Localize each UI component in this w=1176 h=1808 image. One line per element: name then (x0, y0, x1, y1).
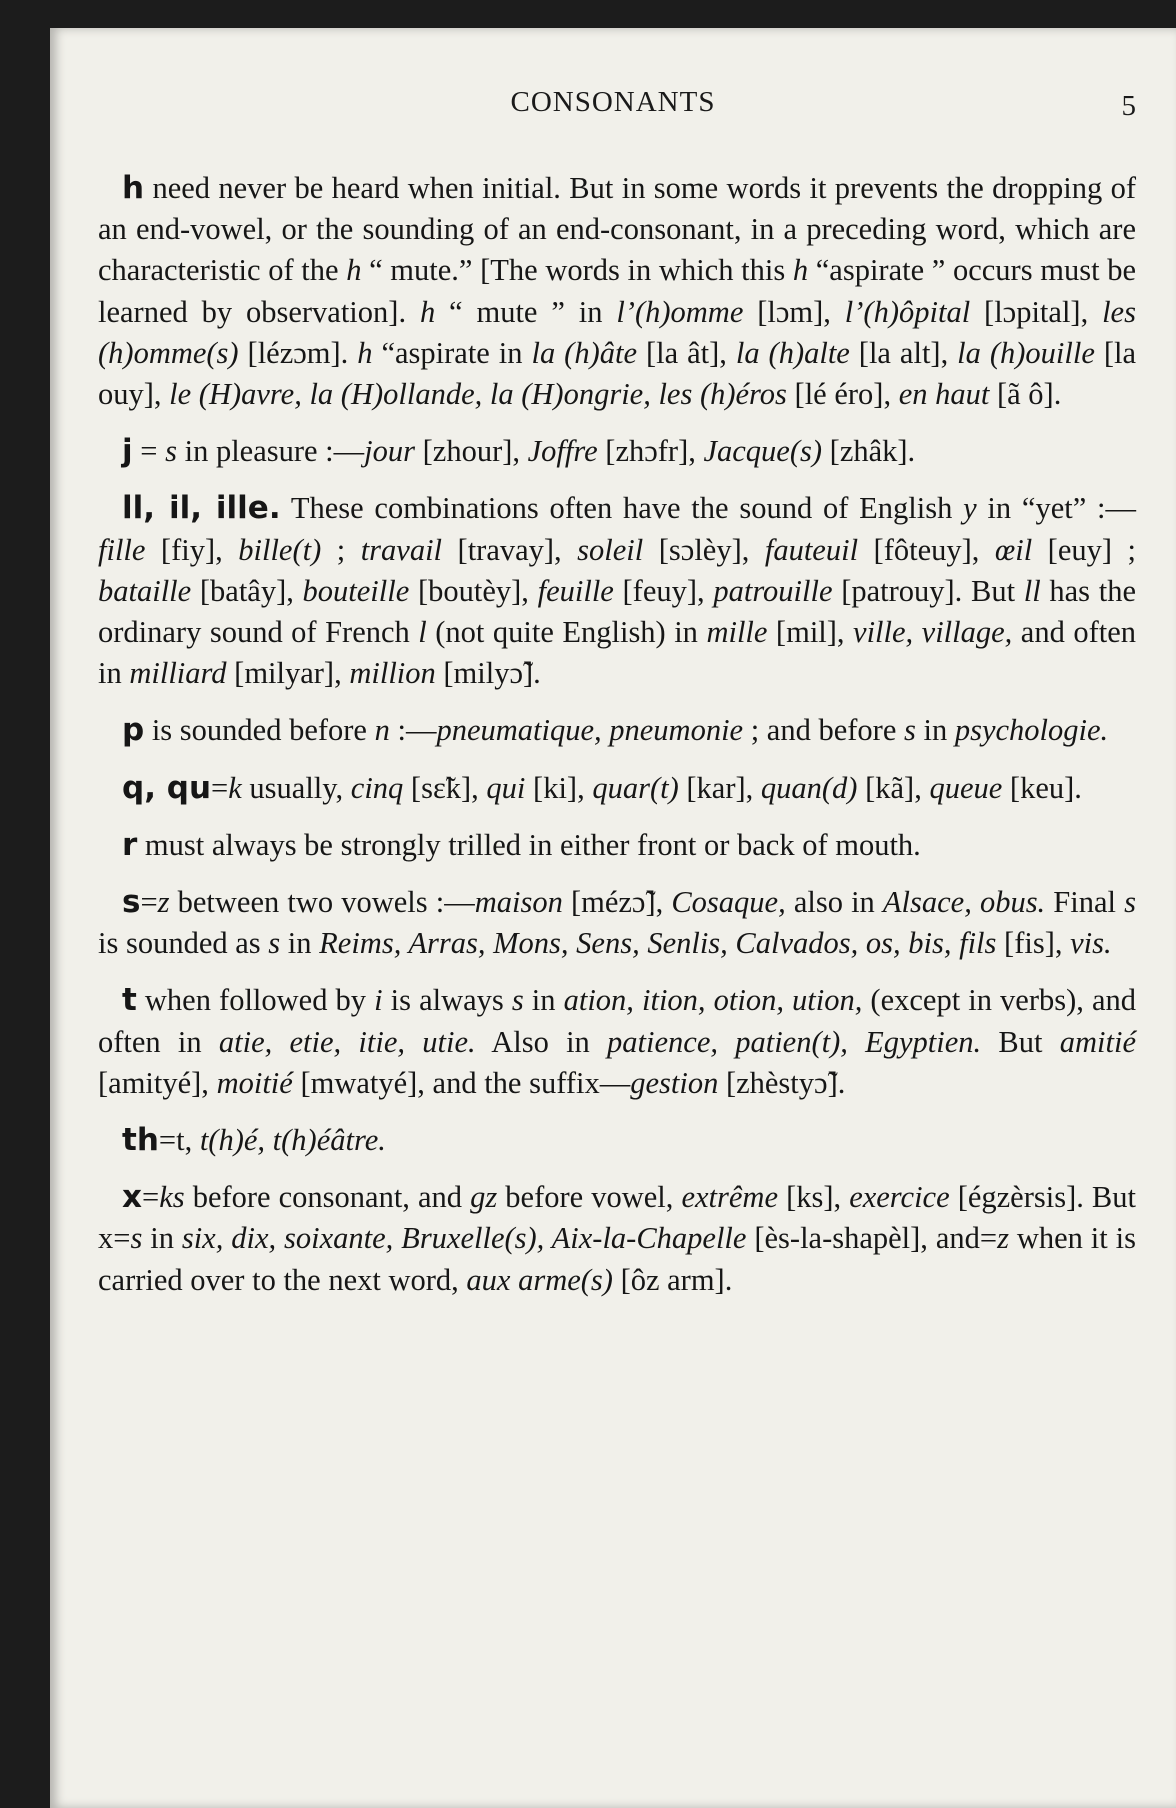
italic-term: s (165, 434, 177, 469)
italic-term: fille (98, 532, 146, 567)
text-run: “ mute ” in (435, 294, 617, 329)
book-page (50, 28, 1176, 1808)
text-run: [zhèstyɔ̃]. (718, 1065, 846, 1100)
italic-term: patience, patien(t), Egyptien. (607, 1024, 982, 1059)
text-run: need never be heard when initial. But in some words it prevents the dropping of an end-vowel, or the sounding of an end-consonant, in a preceding word, which are characteristic of the (98, 171, 1136, 288)
text-run: [fiy], (145, 532, 239, 567)
text-run: also in (785, 885, 883, 920)
text-run: Final (1045, 885, 1125, 920)
italic-term: cinq (350, 770, 404, 805)
text-run: Also in (475, 1024, 608, 1059)
text-run: ; (321, 532, 361, 567)
italic-term: bouteille (302, 573, 410, 608)
text-run: before consonant, and (184, 1180, 471, 1215)
text-run: [la alt], (849, 335, 958, 370)
italic-term: moitié (216, 1065, 293, 1100)
italic-term: jour (364, 434, 415, 469)
text-run: = (142, 1180, 160, 1215)
text-run: must always be strongly trilled in either front or back of mouth. (137, 827, 921, 862)
entry-head: ll, il, ille. (122, 490, 281, 527)
italic-term: mille (706, 615, 768, 650)
italic-term: l (418, 615, 427, 650)
italic-term: Alsace, obus. (882, 885, 1046, 920)
text-run: = (132, 434, 166, 469)
italic-term: t(h)é, t(h)éâtre. (199, 1123, 386, 1158)
italic-term: h (357, 335, 373, 370)
italic-term: quar(t) (592, 770, 679, 805)
italic-term: ation, ition, otion, ution, (563, 983, 863, 1018)
italic-term: psychologie. (954, 713, 1109, 748)
italic-term: six, dix, soixante, Bruxelle(s), Aix-la-Chapelle (181, 1221, 747, 1256)
entry-text (144, 713, 1108, 747)
italic-term: milliard (129, 656, 227, 691)
text-run: [ès-la-shapèl], and= (746, 1221, 998, 1256)
text-run: [kar], (678, 770, 761, 805)
entry-j (98, 431, 1136, 472)
entry-text (211, 771, 1082, 805)
italic-term: h (346, 253, 362, 288)
entry-text (98, 1180, 1136, 1296)
italic-term: bille(t) (238, 532, 322, 567)
text-run: when it is carried over to the next word, (98, 1221, 1136, 1297)
italic-term: travail (360, 532, 443, 567)
text-run: [fis], (996, 926, 1071, 961)
italic-term: i (374, 983, 383, 1018)
text-run: in (523, 983, 564, 1018)
text-run: when followed by (136, 983, 375, 1018)
entry-h (98, 168, 1136, 415)
italic-term: amitié (1059, 1024, 1136, 1059)
text-run: [euy] ; (1032, 532, 1136, 567)
text-run: [zhour], (415, 434, 528, 469)
italic-term: h (792, 253, 809, 288)
text-run: [kã], (857, 770, 930, 805)
text-run: [feuy], (613, 573, 714, 608)
text-run: [la ouy], (98, 335, 1137, 412)
italic-term: exercice (849, 1180, 950, 1215)
italic-term: le (H)avre, la (H)ollande, la (H)ongrie, les (h)éros (169, 377, 787, 412)
text-run: before vowel, (497, 1180, 682, 1215)
text-run: These combinations often have the sound of English (280, 491, 964, 526)
italic-term: s (511, 983, 524, 1018)
text-run: “aspirate ” occurs must be learned by observation]. (98, 253, 1136, 329)
text-run: [sɛ̃k], (403, 770, 487, 805)
italic-term: s (903, 713, 916, 748)
text-run: “ mute.” [The words in which this (361, 253, 793, 288)
entry-r (98, 825, 1136, 866)
text-run: is sounded before (144, 713, 375, 748)
entry-text (98, 983, 1136, 1099)
italic-term: qui (486, 770, 526, 805)
text-run: ; and before (743, 713, 904, 748)
italic-term: gz (470, 1180, 498, 1215)
text-run: and often in (98, 615, 1136, 691)
italic-term: bataille (98, 573, 192, 608)
text-run: [lɔpital], (970, 294, 1103, 329)
entry-head: h (122, 170, 145, 206)
text-run: usually, (241, 770, 351, 805)
text-run: is always (382, 983, 512, 1018)
entry-head: p (122, 712, 145, 749)
italic-term: œil (994, 532, 1033, 567)
italic-term: maison (474, 885, 563, 920)
text-run: [amityé], (98, 1065, 217, 1100)
entry-x (98, 1177, 1136, 1301)
entry-head: q, qu (122, 769, 212, 806)
italic-term: ll (1023, 573, 1041, 608)
entry-head: t (122, 982, 137, 1019)
entry-q (98, 768, 1136, 809)
text-run: has the ordinary sound of French (98, 573, 1136, 650)
italic-term: Joffre (527, 434, 598, 469)
text-run: [batây], (191, 573, 303, 608)
entry-head: r (122, 826, 138, 863)
text-run: in (280, 926, 320, 961)
italic-term: y (963, 491, 977, 526)
italic-term: les (h)omme(s) (98, 294, 1136, 370)
italic-term: feuille (537, 573, 614, 608)
italic-term: s (1124, 885, 1136, 920)
text-run: [keu]. (1002, 770, 1082, 805)
text-run: [lé éro], (786, 377, 899, 412)
italic-term: quan(d) (760, 770, 858, 805)
page-number: 5 (1121, 90, 1136, 122)
text-run: in “yet” :— (976, 491, 1136, 526)
text-run: “aspirate in (372, 335, 532, 370)
text-run: [sɔlèy], (643, 532, 765, 567)
entry-text (137, 828, 921, 862)
italic-term: k (228, 770, 242, 805)
text-run: [ki], (525, 770, 593, 805)
italic-term: s (130, 1221, 143, 1256)
italic-term: z (997, 1221, 1009, 1256)
text-run: in pleasure :— (176, 434, 365, 469)
text-run: (not quite English) in (426, 615, 707, 650)
body-text (98, 168, 1136, 1317)
italic-term: Reims, Arras, Mons, Sens, Senlis, Calvados, os, bis, fils (319, 926, 997, 961)
italic-term: Jacque(s) (703, 434, 823, 469)
entry-head: s (122, 884, 141, 921)
entry-text (98, 885, 1136, 960)
entry-head: j (122, 433, 133, 470)
italic-term: la (h)ouille (957, 335, 1095, 370)
italic-term: z (157, 885, 170, 920)
italic-term: l’(h)ôpital (844, 294, 971, 329)
text-run: [lézɔm]. (238, 335, 358, 370)
text-run: [mwatyé], and the suffix— (292, 1065, 631, 1100)
italic-term: million (349, 656, 436, 691)
text-run: [travay], (442, 532, 578, 567)
text-run: :— (389, 713, 437, 748)
entry-text (133, 434, 916, 468)
entry-head: x (122, 1179, 142, 1216)
text-run: is sounded as (98, 926, 269, 961)
italic-term: fauteuil (764, 532, 859, 567)
text-run: in (915, 713, 955, 748)
text-run: = (211, 770, 229, 805)
entry-text (98, 171, 1136, 411)
italic-term: soleil (577, 532, 644, 567)
italic-term: patrouille (713, 573, 833, 608)
italic-term: aux arme(s) (466, 1262, 613, 1297)
running-head: CONSONANTS (510, 86, 716, 118)
italic-term: la (h)alte (735, 335, 850, 370)
entry-s (98, 882, 1136, 964)
italic-term: en haut (898, 377, 990, 412)
text-run: [mézɔ̃], (562, 885, 672, 920)
entry-th (98, 1120, 1136, 1161)
page-header (50, 86, 1176, 136)
entry-text (159, 1123, 386, 1157)
text-run: [lɔm], (743, 294, 845, 329)
text-run: =t, (158, 1123, 200, 1158)
italic-term: vis. (1070, 926, 1112, 961)
text-run: [mil], (767, 615, 854, 650)
entry-head: th (122, 1122, 159, 1159)
text-run: (except in verbs), and often in (98, 983, 1137, 1059)
text-run: [égzèrsis]. But x= (98, 1180, 1136, 1256)
text-run: [la ât], (637, 335, 736, 370)
text-run: [milyɔ̃]. (435, 656, 541, 691)
italic-term: n (374, 713, 390, 748)
italic-term: atie, etie, itie, utie. (218, 1024, 476, 1059)
italic-term: la (h)âte (531, 335, 638, 370)
entry-t (98, 980, 1136, 1104)
text-run: in (142, 1221, 182, 1256)
italic-term: gestion (630, 1065, 719, 1100)
italic-term: s (268, 926, 281, 961)
text-run: [patrouy]. But (832, 573, 1024, 608)
text-run: = (140, 885, 158, 920)
text-run: [fôteuy], (858, 532, 995, 567)
italic-term: Cosaque, (671, 885, 786, 920)
entry-ll (98, 488, 1136, 694)
italic-term: ks (159, 1180, 185, 1215)
entry-p (98, 710, 1136, 751)
italic-term: pneumatique, pneumonie (436, 713, 744, 748)
text-run: between two vowels :— (169, 885, 475, 920)
italic-term: queue (929, 770, 1003, 805)
italic-term: extrême (681, 1180, 778, 1215)
text-run: [milyar], (226, 656, 350, 691)
italic-term: ville, village, (853, 615, 1013, 650)
text-run: [ã ô]. (989, 377, 1062, 412)
text-run: [zhâk]. (822, 434, 916, 469)
text-run: [ks], (778, 1180, 850, 1215)
text-run: [zhɔfr], (597, 434, 704, 469)
italic-term: h (419, 294, 436, 329)
text-run: But (981, 1024, 1060, 1059)
italic-term: l’(h)omme (616, 294, 744, 329)
text-run: [ôz arm]. (612, 1262, 733, 1297)
text-run: [boutèy], (409, 573, 538, 608)
